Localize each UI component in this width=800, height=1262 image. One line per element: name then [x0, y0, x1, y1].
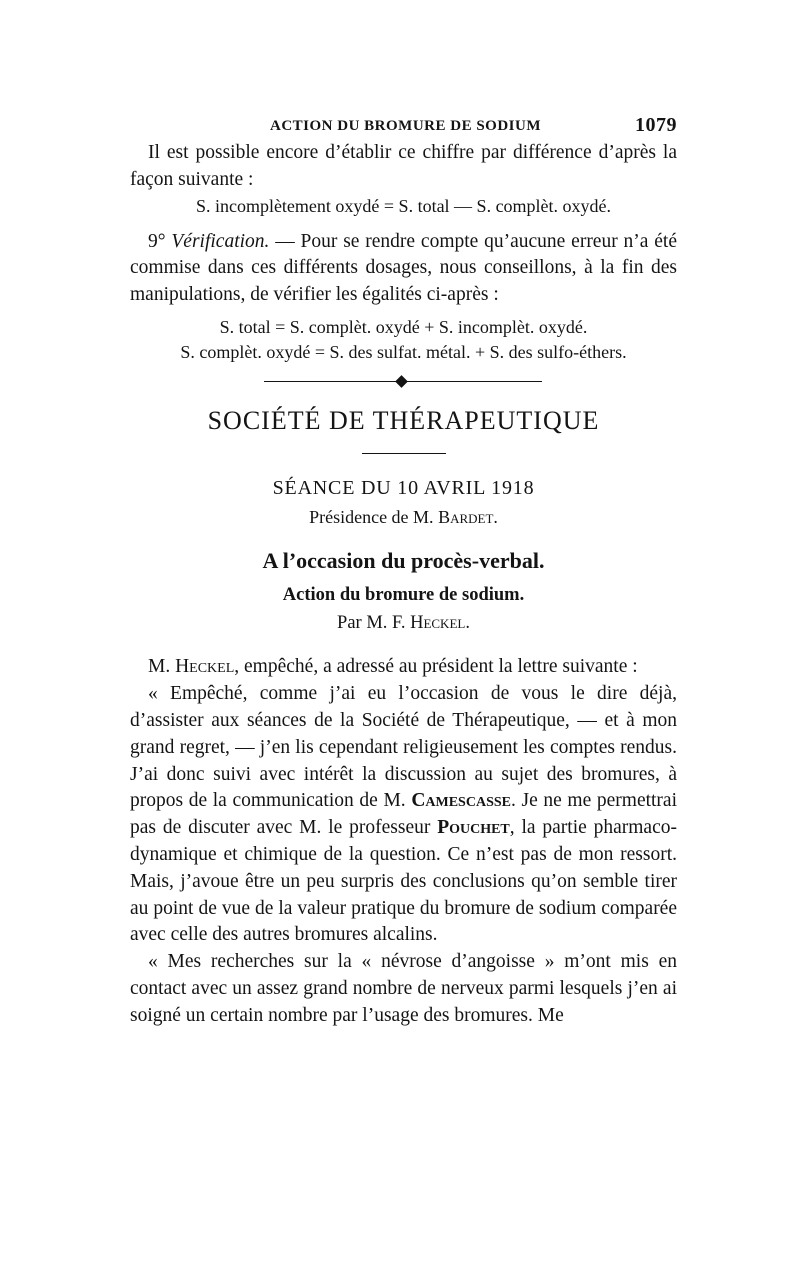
verification-label: 9°: [148, 230, 172, 252]
presidence-prefix: Présidence de M.: [309, 507, 439, 528]
author-suffix: .: [465, 613, 470, 634]
intro-paragraph: Il est possible encore d’établir ce chiffre par différence d’après la façon suivante :: [130, 142, 677, 190]
letter-paragraph-2: « Mes recherches sur la « névrose d’angoisse » m’ont mis en contact avec un assez grand nombre de nerveux parmi lesquels j’en ai soigné un certain nombre par l’usage des bromures. Me: [130, 951, 677, 1026]
presidence-suffix: .: [493, 507, 498, 528]
running-head-title: ACTION DU BROMURE DE SODIUM: [270, 118, 542, 134]
section-divider: [362, 453, 446, 455]
verification-formulas: [130, 315, 677, 365]
author-prefix: Par M. F.: [337, 613, 411, 634]
letter-p1-part-a: « Empêché, comme j’ai eu l’occasion de vous le dire déjà, d’assister aux séances de la Société de Thérapeutique, — et à mon grand regret, — j’en lis cependant religieusement les comptes rendus. J’ai donc suivi avec intérêt la discussion au sujet des bromures, à propos de la communication de M.: [130, 683, 677, 812]
letter-p1-part-c: , la partie pharmaco-dynamique et chimique de la question. Ce n’est pas de mon ressort. Mais, j’avoue être un peu surpris des conclusions qu’on semble tirer au point de vue de la valeur pratique du bromure de sodium comparée avec celle des autres bromures alcalins.: [130, 817, 677, 946]
society-title: SOCIÉTÉ DE THÉRAPEUTIQUE: [207, 405, 600, 435]
letter-intro-paragraph: [130, 654, 677, 681]
verification-text: — Pour se rendre compte qu’aucune erreur n’a été commise dans ces différents dosages, nous conseillons, à la fin des manipulations, de vérifier les égalités ci-après :: [130, 230, 677, 306]
verification-paragraph: [130, 229, 677, 309]
article-heading: A l’occasion du procès-verbal.: [262, 548, 545, 574]
author-name: Heckel: [410, 613, 466, 634]
verification-formula-1: S. total = S. complèt. oxydé + S. incomplèt. oxydé.: [219, 316, 588, 337]
page-number: 1079: [635, 114, 677, 136]
verification-formula-2: S. complèt. oxydé = S. des sulfat. métal. + S. des sulfo-éthers.: [180, 341, 627, 362]
session-title: SÉANCE DU 10 AVRIL 1918: [272, 477, 535, 500]
pouchet-name: Pouchet: [437, 817, 510, 839]
running-head: [130, 114, 677, 140]
letter-p1-part-b: . Je ne me permettrai pas de discuter avec M. le professeur: [130, 790, 677, 839]
verification-heading: Vérification.: [171, 230, 270, 252]
intro-formula: S. incomplètement oxydé = S. total — S. complèt. oxydé.: [195, 195, 612, 216]
letter-intro-text: , empêché, a adressé au président la lettre suivante :: [234, 656, 638, 678]
president-name: Bardet: [438, 507, 494, 528]
book-page: [130, 114, 677, 1030]
ornamental-rule: [130, 371, 677, 393]
diamond-ornament-icon: [395, 375, 408, 388]
camescasse-name: Camescasse: [411, 790, 511, 812]
article-subheading: Action du bromure de sodium.: [282, 585, 525, 606]
letter-paragraph-1: [130, 681, 677, 949]
article-author: [130, 610, 677, 636]
session-presidence: [130, 504, 677, 530]
heckel-name: M. Heckel: [148, 656, 235, 678]
